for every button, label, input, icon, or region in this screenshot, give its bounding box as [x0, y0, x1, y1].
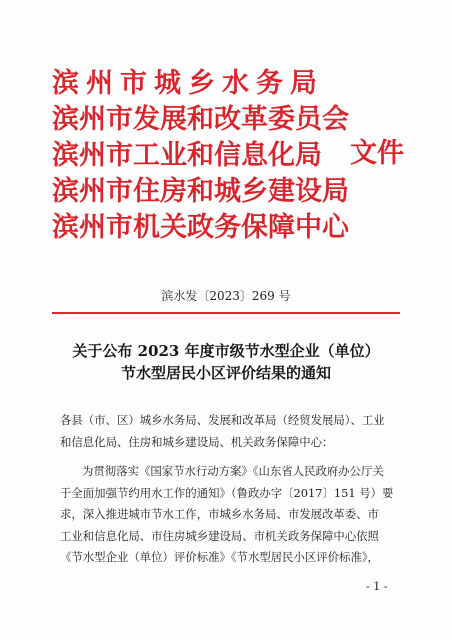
salutation-line-1: 各县（市、区）城乡水务局、发展和改革局（经贸发展局）、工业 — [60, 413, 385, 427]
red-divider-line — [52, 312, 400, 314]
issuer-water-bureau: 滨州市城乡水务局 — [52, 68, 324, 99]
notice-title-line-1: 关于公布 2023 年度市级节水型企业（单位） — [72, 342, 380, 360]
notice-title — [0, 340, 452, 384]
notice-body — [60, 410, 398, 569]
paragraph-line: 《节水型企业（单位）评价标准》《节水型居民小区评价标准》， — [60, 550, 379, 564]
paragraph-line: 于全面加强节约用水工作的通知》（鲁政办字〔2017〕151 号）要 — [60, 485, 394, 500]
document-number: 滨水发〔2023〕269 号 — [161, 289, 291, 303]
paragraph-gap — [60, 453, 398, 461]
issuer-government-services: 滨州市机关政务保障中心 — [52, 212, 349, 243]
salutation-line-2: 和信息化局、住房和城乡建设局、机关政务保障中心： — [60, 434, 334, 449]
paragraph-line: 工业和信息化局、市住房城乡建设局、市机关政务保障中心依照 — [60, 528, 379, 543]
issuer-list — [52, 66, 349, 246]
notice-title-line-2: 节水型居民小区评价结果的通知 — [120, 364, 331, 382]
issuer-development-reform: 滨州市发展和改革委员会 — [52, 104, 349, 135]
paragraph-line: 求，深入推进城市节水工作，市城乡水务局、市发展改革委、市 — [60, 507, 379, 521]
issuer-industry-it: 滨州市工业和信息化局 — [52, 140, 322, 171]
paragraph-line: 为贯彻落实《国家节水行动方案》《山东省人民政府办公厅关 — [82, 464, 384, 478]
issuer-housing-construction: 滨州市住房和城乡建设局 — [52, 176, 349, 207]
page-number: - 1 - — [366, 580, 388, 593]
document-suffix: 文件 — [350, 138, 404, 169]
